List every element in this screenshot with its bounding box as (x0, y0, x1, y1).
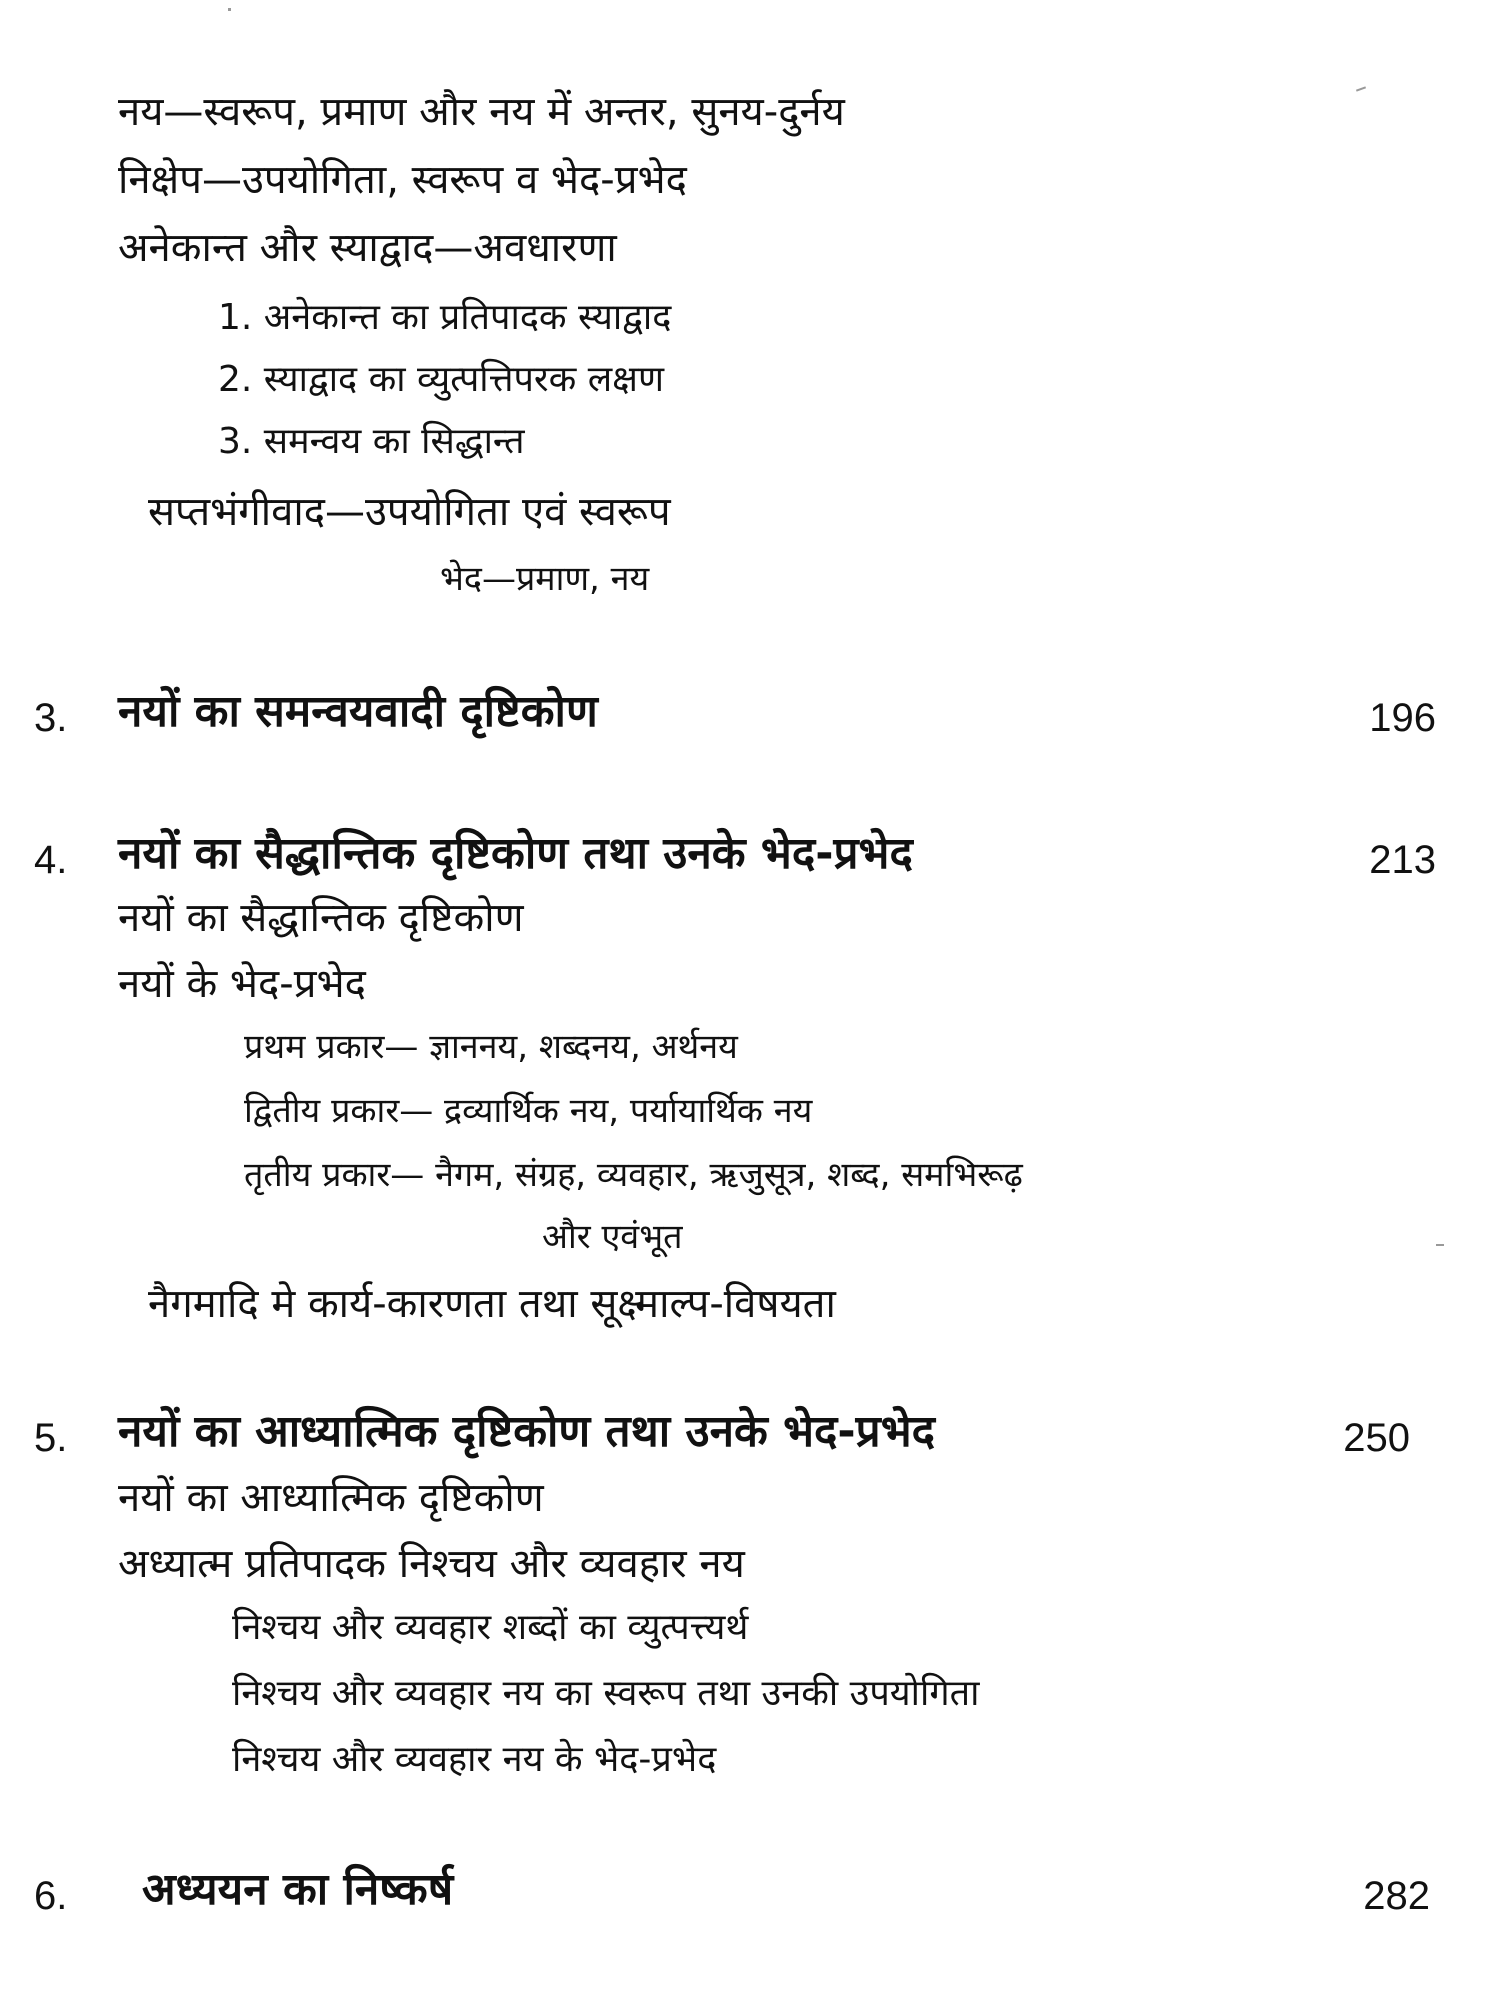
chapter-4-number: 4. (34, 838, 68, 882)
chapter-4-last: नैगमादि मे कार्य-कारणता तथा सूक्ष्माल्प-विषयता (148, 1281, 836, 1327)
chapter-4-type-3-cont: और एवंभूत (542, 1217, 683, 1257)
intro-bhed: भेद—प्रमाण, नय (440, 559, 650, 599)
chapter-4-sub-1: नयों का सैद्धान्तिक दृष्टिकोण (118, 895, 524, 941)
chapter-5-point-2: निश्चय और व्यवहार नय का स्वरूप तथा उनकी उपयोगिता (232, 1673, 980, 1714)
chapter-5-sub-1: नयों का आध्यात्मिक दृष्टिकोण (118, 1475, 544, 1521)
chapter-4-sub-2: नयों के भेद-प्रभेद (118, 961, 366, 1007)
chapter-6-title: अध्ययन का निष्कर्ष (142, 1864, 454, 1915)
chapter-4-type-3: तृतीय प्रकार— नैगम, संग्रह, व्यवहार, ऋजुसूत्र, शब्द, समभिरूढ़ (244, 1155, 1023, 1195)
chapter-4-type-1: प्रथम प्रकार— ज्ञाननय, शब्दनय, अर्थनय (244, 1027, 738, 1067)
intro-point-1: 1. अनेकान्त का प्रतिपादक स्याद्वाद (218, 297, 672, 338)
chapter-5-point-3: निश्चय और व्यवहार नय के भेद-प्रभेद (232, 1739, 717, 1780)
intro-saptabhangi: सप्तभंगीवाद—उपयोगिता एवं स्वरूप (148, 489, 671, 535)
intro-point-2: 2. स्याद्वाद का व्युत्पत्तिपरक लक्षण (218, 359, 664, 400)
intro-point-3: 3. समन्वय का सिद्धान्त (218, 421, 525, 462)
chapter-3-number: 3. (34, 696, 68, 740)
chapter-4-title: नयों का सैद्धान्तिक दृष्टिकोण तथा उनके भेद-प्रभेद (118, 828, 913, 879)
scan-speck (1356, 86, 1366, 91)
chapter-6-number: 6. (34, 1874, 68, 1918)
intro-line-anekant: अनेकान्त और स्याद्वाद—अवधारणा (118, 225, 617, 271)
chapter-3-title: नयों का समन्वयवादी दृष्टिकोण (118, 686, 598, 737)
intro-line-nikshep: निक्षेप—उपयोगिता, स्वरूप व भेद-प्रभेद (118, 157, 687, 203)
chapter-5-title: नयों का आध्यात्मिक दृष्टिकोण तथा उनके भेद-प्रभेद (118, 1406, 935, 1457)
chapter-4-page: 213 (1369, 838, 1436, 882)
chapter-5-point-1: निश्चय और व्यवहार शब्दों का व्युत्पत्त्यर्थ (232, 1607, 749, 1648)
scan-speck (1436, 1244, 1444, 1246)
chapter-6-page: 282 (1363, 1874, 1430, 1918)
chapter-4-type-2: द्वितीय प्रकार— द्रव्यार्थिक नय, पर्यायार्थिक नय (244, 1091, 813, 1131)
chapter-5-sub-2: अध्यात्म प्रतिपादक निश्चय और व्यवहार नय (118, 1541, 745, 1587)
intro-line-naya: नय—स्वरूप, प्रमाण और नय में अन्तर, सुनय-दुर्नय (118, 89, 845, 135)
chapter-5-page: 250 (1343, 1416, 1410, 1460)
chapter-5-number: 5. (34, 1416, 68, 1460)
chapter-3-page: 196 (1369, 696, 1436, 740)
scan-speck (228, 8, 231, 11)
